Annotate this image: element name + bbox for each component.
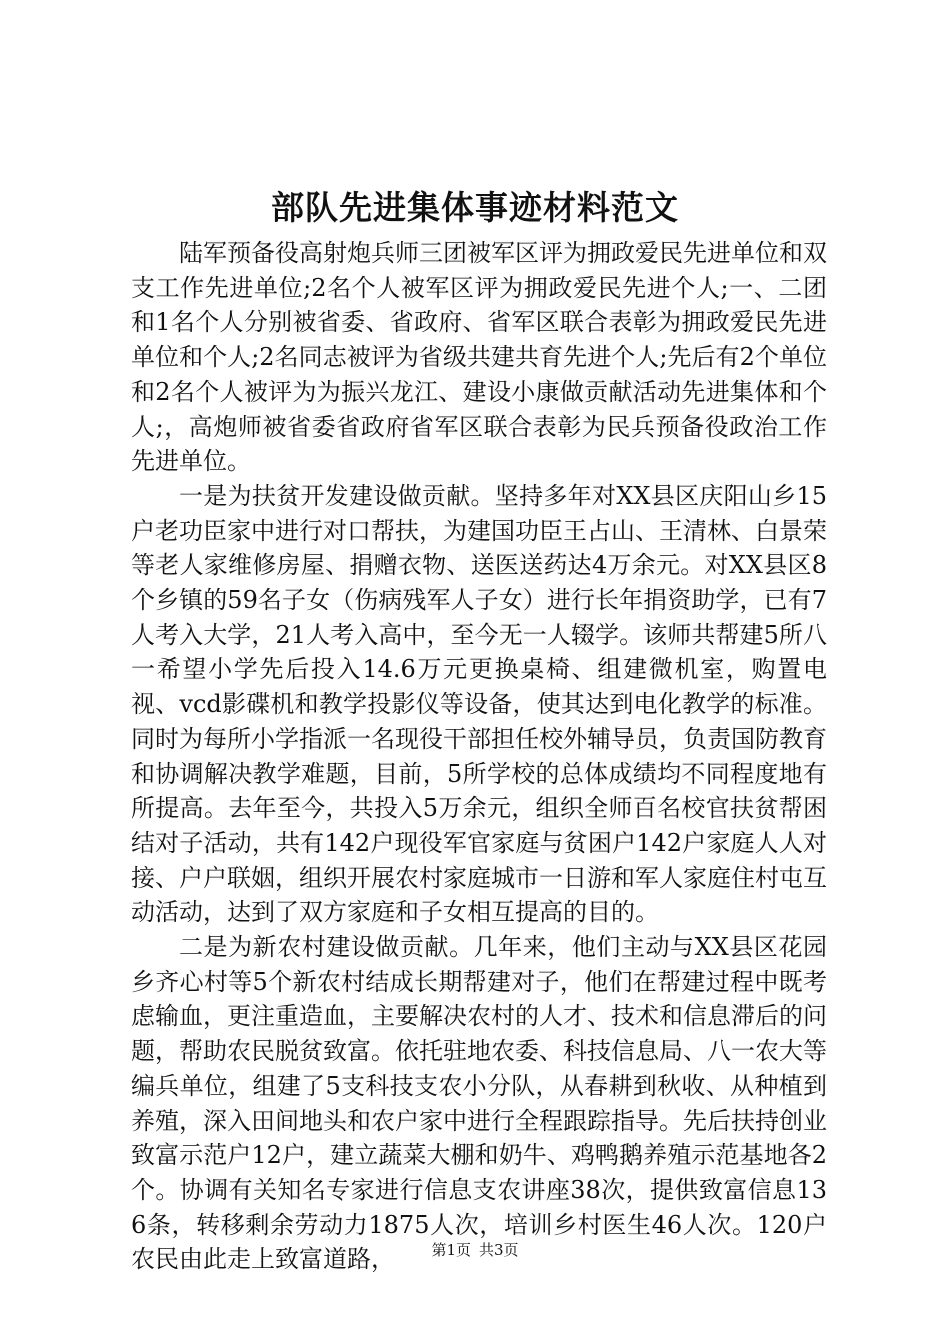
page-number: 第1页 <box>431 1241 471 1259</box>
page-total: 共3页 <box>479 1241 519 1259</box>
document-body <box>131 236 827 1277</box>
page-footer <box>0 1240 950 1260</box>
paragraph-intro: 陆军预备役高射炮兵师三团被军区评为拥政爱民先进单位和双支工作先进单位;2名个人被军区评为拥政爱民先进个人;一、二团和1名个人分别被省委、省政府、省军区联合表彰为拥政爱民先进单位和个人;2名同志被评为省级共建共育先进个人;先后有2个单位和2名个人被评为为振兴龙江、建设小康做贡献活动先进集体和个人;，高炮师被省委省政府省军区联合表彰为民兵预备役政治工作先进单位。 <box>131 239 827 476</box>
document-title: 部队先进集体事迹材料范文 <box>271 188 679 227</box>
paragraph-poverty-relief: 一是为扶贫开发建设做贡献。坚持多年对XX县区庆阳山乡15户老功臣家中进行对口帮扶，为建国功臣王占山、王清林、白景荣等老人家维修房屋、捐赠衣物、送医送药达4万余元。对XX县区8个乡镇的59名子女（伤病残军人子女）进行长年捐资助学，已有7人考入大学，21人考入高中，至今无一人辍学。该师共帮建5所八一希望小学先后投入14.6万元更换桌椅、组建微机室，购置电视、vcd影碟机和教学投影仪等设备，使其达到电化教学的标准。同时为每所小学指派一名现役干部担任校外辅导员，负责国防教育和协调解决教学难题，目前，5所学校的总体成绩均不同程度地有所提高。去年至今，共投入5万余元，组织全师百名校官扶贫帮困结对子活动，共有142户现役军官家庭与贫困户142户家庭人人对接、户户联姻，组织开展农村家庭城市一日游和军人家庭住村屯互动活动，达到了双方家庭和子女相互提高的目的。 <box>131 481 827 927</box>
paragraph-new-countryside: 二是为新农村建设做贡献。几年来，他们主动与XX县区花园乡齐心村等5个新农村结成长期帮建对子，他们在帮建过程中既考虑输血，更注重造血，主要解决农村的人才、技术和信息滞后的问题，帮助农民脱贫致富。依托驻地农委、科技信息局、八一农大等编兵单位，组建了5支科技支农小分队，从春耕到秋收、从种植到养殖，深入田间地头和农户家中进行全程跟踪指导。先后扶持创业致富示范户12户，建立蔬菜大棚和奶牛、鸡鸭鹅养殖示范基地各2个。协调有关知名专家进行信息支农讲座38次，提供致富信息136条，转移剩余劳动力1875人次，培训乡村医生46人次。120户农民由此走上致富道路， <box>131 933 827 1274</box>
